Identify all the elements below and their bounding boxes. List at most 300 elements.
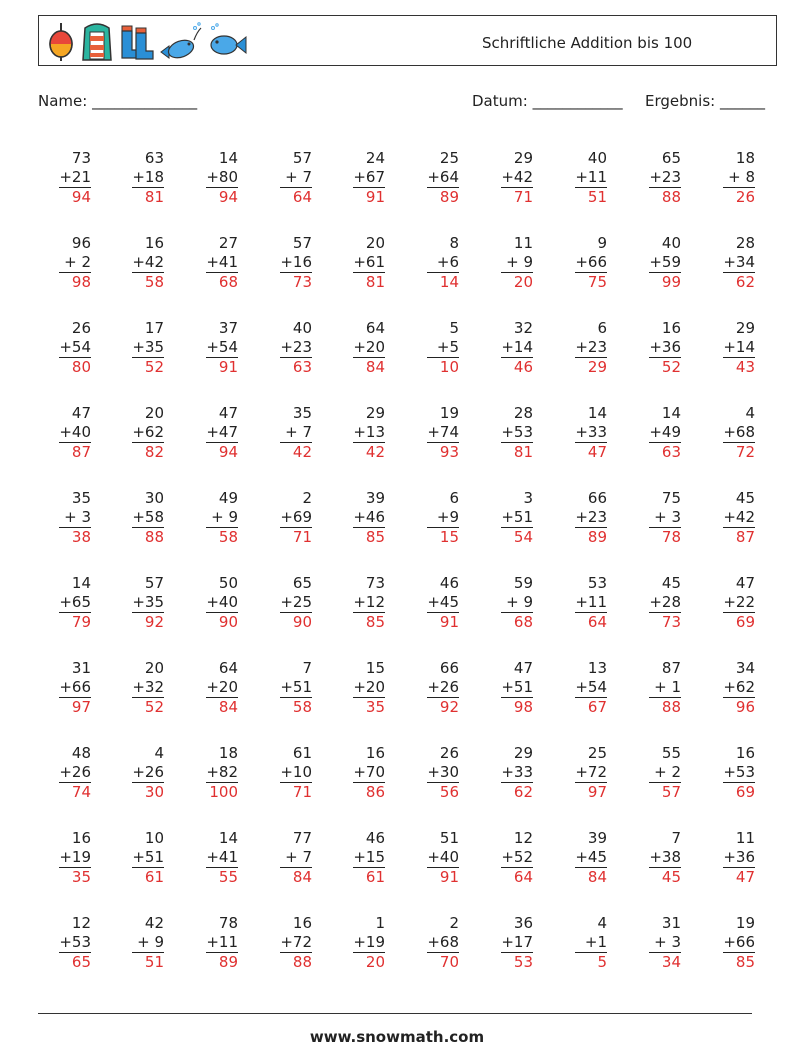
sum-answer: 56 — [439, 783, 459, 801]
addend-top: 26 — [439, 744, 459, 762]
addition-problem — [699, 319, 755, 379]
addition-problem — [551, 149, 607, 209]
addend-bottom: +20 — [353, 678, 385, 696]
sum-answer: 35 — [365, 698, 385, 716]
addend-bottom: +23 — [575, 338, 607, 356]
addition-problem — [182, 319, 238, 379]
addend-bottom: +68 — [723, 423, 755, 441]
sum-answer: 63 — [292, 358, 312, 376]
addend-top: 35 — [71, 489, 91, 507]
addend-bottom: + 9 — [506, 593, 533, 611]
sum-answer: 70 — [439, 953, 459, 971]
addition-problem — [35, 829, 91, 889]
addend-bottom: +5 — [436, 338, 459, 356]
addend-top: 39 — [365, 489, 385, 507]
addend-bottom: +33 — [575, 423, 607, 441]
sum-answer: 46 — [513, 358, 533, 376]
addition-problem — [477, 914, 533, 974]
sum-answer: 80 — [71, 358, 91, 376]
sum-answer: 91 — [439, 613, 459, 631]
addend-top: 12 — [513, 829, 533, 847]
sum-answer: 94 — [218, 443, 238, 461]
header-box — [38, 15, 777, 66]
sum-answer: 88 — [661, 698, 681, 716]
addend-bottom: +33 — [501, 763, 533, 781]
sum-answer: 100 — [209, 783, 238, 801]
sum-answer: 90 — [292, 613, 312, 631]
addition-problem — [625, 404, 681, 464]
addend-top: 32 — [513, 319, 533, 337]
sum-answer: 15 — [439, 528, 459, 546]
addend-top: 66 — [439, 659, 459, 677]
sum-answer: 51 — [144, 953, 164, 971]
addend-bottom: +23 — [649, 168, 681, 186]
sum-answer: 64 — [587, 613, 607, 631]
addition-problem — [551, 489, 607, 549]
addend-bottom: +53 — [59, 933, 91, 951]
addition-problem — [256, 404, 312, 464]
sum-answer: 58 — [218, 528, 238, 546]
addition-problem — [108, 829, 164, 889]
addend-top: 28 — [513, 404, 533, 422]
addend-top: 25 — [587, 744, 607, 762]
addend-bottom: +47 — [206, 423, 238, 441]
sum-answer: 20 — [513, 273, 533, 291]
addend-bottom: +6 — [436, 253, 459, 271]
sum-answer: 84 — [218, 698, 238, 716]
addition-problem — [35, 914, 91, 974]
addition-problem — [477, 404, 533, 464]
addition-problem — [329, 829, 385, 889]
sum-answer: 94 — [71, 188, 91, 206]
addend-bottom: +13 — [353, 423, 385, 441]
addend-bottom: +23 — [280, 338, 312, 356]
addend-bottom: +53 — [501, 423, 533, 441]
addend-bottom: + 7 — [285, 423, 312, 441]
addend-top: 47 — [71, 404, 91, 422]
addend-top: 87 — [661, 659, 681, 677]
sum-answer: 90 — [218, 613, 238, 631]
addend-bottom: +12 — [353, 593, 385, 611]
addend-bottom: +72 — [280, 933, 312, 951]
addend-bottom: +26 — [59, 763, 91, 781]
addend-top: 78 — [218, 914, 238, 932]
sum-answer: 52 — [661, 358, 681, 376]
addend-top: 4 — [154, 744, 164, 762]
addition-problem — [625, 659, 681, 719]
addition-problem — [551, 659, 607, 719]
sum-answer: 84 — [365, 358, 385, 376]
addition-problem — [699, 149, 755, 209]
addend-bottom: +66 — [723, 933, 755, 951]
sum-answer: 62 — [735, 273, 755, 291]
addition-problem — [108, 574, 164, 634]
addition-problem — [625, 829, 681, 889]
sum-answer: 69 — [735, 613, 755, 631]
addition-problem — [35, 234, 91, 294]
sum-answer: 74 — [71, 783, 91, 801]
fish-on-hook-icon — [159, 22, 203, 62]
sum-answer: 98 — [513, 698, 533, 716]
rubber-boots-icon — [119, 22, 155, 62]
sum-answer: 10 — [439, 358, 459, 376]
addend-top: 9 — [597, 234, 607, 252]
addition-problem — [256, 149, 312, 209]
addend-bottom: +54 — [59, 338, 91, 356]
addition-problem — [699, 404, 755, 464]
addend-bottom: +36 — [649, 338, 681, 356]
addend-bottom: +68 — [427, 933, 459, 951]
addend-top: 57 — [292, 149, 312, 167]
addition-problem — [108, 914, 164, 974]
addend-top: 35 — [292, 404, 312, 422]
addend-top: 27 — [218, 234, 238, 252]
addition-problem — [182, 234, 238, 294]
addend-bottom: + 2 — [64, 253, 91, 271]
addition-problem — [182, 489, 238, 549]
sum-answer: 92 — [439, 698, 459, 716]
sum-answer: 73 — [292, 273, 312, 291]
addend-top: 6 — [449, 489, 459, 507]
addend-top: 40 — [661, 234, 681, 252]
addend-bottom: + 7 — [285, 168, 312, 186]
addition-problem — [551, 744, 607, 804]
sum-answer: 52 — [144, 698, 164, 716]
addition-problem — [625, 574, 681, 634]
addend-top: 5 — [449, 319, 459, 337]
addend-bottom: +53 — [723, 763, 755, 781]
addend-bottom: +64 — [427, 168, 459, 186]
addend-bottom: +62 — [723, 678, 755, 696]
addend-top: 63 — [144, 149, 164, 167]
sum-answer: 29 — [587, 358, 607, 376]
addend-top: 24 — [365, 149, 385, 167]
addend-bottom: +70 — [353, 763, 385, 781]
addend-top: 59 — [513, 574, 533, 592]
addend-top: 30 — [144, 489, 164, 507]
sum-answer: 61 — [365, 868, 385, 886]
addition-problem — [35, 149, 91, 209]
addend-bottom: +46 — [353, 508, 385, 526]
addition-problem — [329, 149, 385, 209]
sum-answer: 58 — [144, 273, 164, 291]
sum-answer: 53 — [513, 953, 533, 971]
addend-bottom: + 3 — [654, 933, 681, 951]
sum-answer: 51 — [587, 188, 607, 206]
sum-answer: 85 — [365, 528, 385, 546]
addition-problem — [403, 319, 459, 379]
addition-problem — [329, 489, 385, 549]
addend-bottom: +32 — [132, 678, 164, 696]
blue-fish-icon — [207, 22, 247, 62]
result-field-label: Ergebnis: ______ — [645, 92, 765, 110]
addition-problem — [108, 234, 164, 294]
sum-answer: 55 — [218, 868, 238, 886]
addend-top: 49 — [218, 489, 238, 507]
addend-bottom: +80 — [206, 168, 238, 186]
addend-top: 47 — [735, 574, 755, 592]
addition-problem — [256, 829, 312, 889]
addition-problem — [699, 659, 755, 719]
life-jacket-icon — [79, 22, 115, 62]
sum-answer: 91 — [218, 358, 238, 376]
addition-problem — [403, 404, 459, 464]
addition-problem — [329, 744, 385, 804]
addend-bottom: +15 — [353, 848, 385, 866]
date-field-label: Datum: ____________ — [472, 92, 623, 110]
sum-answer: 99 — [661, 273, 681, 291]
sum-answer: 58 — [292, 698, 312, 716]
addition-problem — [35, 489, 91, 549]
addend-bottom: +18 — [132, 168, 164, 186]
addition-problem — [551, 914, 607, 974]
addend-bottom: +45 — [427, 593, 459, 611]
addend-bottom: + 9 — [506, 253, 533, 271]
addend-top: 73 — [365, 574, 385, 592]
addend-top: 39 — [587, 829, 607, 847]
sum-answer: 85 — [735, 953, 755, 971]
addend-bottom: +40 — [59, 423, 91, 441]
addend-bottom: +28 — [649, 593, 681, 611]
sum-answer: 65 — [71, 953, 91, 971]
addend-bottom: +11 — [575, 168, 607, 186]
addend-bottom: +21 — [59, 168, 91, 186]
addend-top: 29 — [513, 744, 533, 762]
addend-bottom: +38 — [649, 848, 681, 866]
addend-top: 16 — [735, 744, 755, 762]
addition-problem — [477, 149, 533, 209]
addend-top: 16 — [144, 234, 164, 252]
addend-bottom: +41 — [206, 253, 238, 271]
sum-answer: 89 — [439, 188, 459, 206]
sum-answer: 87 — [71, 443, 91, 461]
sum-answer: 38 — [71, 528, 91, 546]
addend-top: 8 — [449, 234, 459, 252]
addend-top: 57 — [144, 574, 164, 592]
addend-bottom: +20 — [353, 338, 385, 356]
sum-answer: 88 — [144, 528, 164, 546]
addend-top: 29 — [365, 404, 385, 422]
addition-problem — [329, 404, 385, 464]
sum-answer: 97 — [587, 783, 607, 801]
addend-bottom: +26 — [427, 678, 459, 696]
addend-top: 14 — [71, 574, 91, 592]
sum-answer: 89 — [218, 953, 238, 971]
addend-bottom: +61 — [353, 253, 385, 271]
sum-answer: 52 — [144, 358, 164, 376]
sum-answer: 68 — [513, 613, 533, 631]
addition-problem — [256, 319, 312, 379]
addend-top: 75 — [661, 489, 681, 507]
sum-answer: 61 — [144, 868, 164, 886]
addition-problem — [477, 574, 533, 634]
header-icons — [47, 21, 247, 63]
addend-top: 66 — [587, 489, 607, 507]
addition-problem — [403, 489, 459, 549]
addition-problem — [403, 659, 459, 719]
sum-answer: 94 — [218, 188, 238, 206]
addition-problem — [108, 319, 164, 379]
sum-answer: 69 — [735, 783, 755, 801]
addend-top: 13 — [587, 659, 607, 677]
addend-bottom: +42 — [723, 508, 755, 526]
addend-top: 46 — [439, 574, 459, 592]
addition-problem — [403, 744, 459, 804]
addition-problem — [699, 234, 755, 294]
addition-problem — [256, 489, 312, 549]
addend-top: 47 — [218, 404, 238, 422]
addition-problem — [256, 659, 312, 719]
addend-bottom: + 8 — [728, 168, 755, 186]
addend-top: 12 — [71, 914, 91, 932]
addend-top: 14 — [661, 404, 681, 422]
addition-problem — [35, 659, 91, 719]
addend-bottom: +66 — [575, 253, 607, 271]
sum-answer: 88 — [661, 188, 681, 206]
sum-answer: 96 — [735, 698, 755, 716]
addition-problem — [256, 914, 312, 974]
sum-answer: 47 — [735, 868, 755, 886]
addition-problem — [551, 234, 607, 294]
sum-answer: 71 — [292, 528, 312, 546]
addend-top: 46 — [365, 829, 385, 847]
footer-divider — [38, 1013, 752, 1014]
sum-answer: 92 — [144, 613, 164, 631]
addend-bottom: + 2 — [654, 763, 681, 781]
addition-problem — [108, 404, 164, 464]
sum-answer: 45 — [661, 868, 681, 886]
addend-top: 29 — [735, 319, 755, 337]
addition-problem — [625, 914, 681, 974]
addend-bottom: +52 — [501, 848, 533, 866]
addition-problem — [329, 319, 385, 379]
addition-problem — [403, 574, 459, 634]
addition-problem — [699, 489, 755, 549]
addend-top: 25 — [439, 149, 459, 167]
addition-problem — [108, 744, 164, 804]
addition-problem — [35, 319, 91, 379]
addend-bottom: +62 — [132, 423, 164, 441]
sum-answer: 71 — [513, 188, 533, 206]
addend-top: 18 — [735, 149, 755, 167]
sum-answer: 26 — [735, 188, 755, 206]
addend-top: 16 — [292, 914, 312, 932]
addition-problem — [477, 829, 533, 889]
addend-top: 10 — [144, 829, 164, 847]
addend-top: 11 — [513, 234, 533, 252]
addition-problem — [625, 234, 681, 294]
sum-answer: 91 — [439, 868, 459, 886]
addend-bottom: +17 — [501, 933, 533, 951]
sum-answer: 30 — [144, 783, 164, 801]
sum-answer: 54 — [513, 528, 533, 546]
addend-top: 18 — [218, 744, 238, 762]
addition-problem — [477, 319, 533, 379]
addend-top: 3 — [523, 489, 533, 507]
footer-url: www.snowmath.com — [309, 1028, 485, 1046]
addition-problem — [551, 319, 607, 379]
addition-problem — [329, 914, 385, 974]
addend-bottom: +20 — [206, 678, 238, 696]
addend-top: 40 — [587, 149, 607, 167]
addition-problem — [182, 574, 238, 634]
addend-top: 16 — [365, 744, 385, 762]
addend-bottom: + 1 — [654, 678, 681, 696]
addend-top: 45 — [735, 489, 755, 507]
sum-answer: 97 — [71, 698, 91, 716]
addition-problem — [403, 829, 459, 889]
addend-top: 1 — [375, 914, 385, 932]
addition-problem — [329, 659, 385, 719]
addend-bottom: +26 — [132, 763, 164, 781]
addition-problem — [108, 659, 164, 719]
addend-bottom: + 3 — [654, 508, 681, 526]
addend-bottom: +22 — [723, 593, 755, 611]
addend-bottom: +14 — [501, 338, 533, 356]
sum-answer: 85 — [365, 613, 385, 631]
sum-answer: 72 — [735, 443, 755, 461]
sum-answer: 20 — [365, 953, 385, 971]
addend-top: 4 — [745, 404, 755, 422]
addition-problem — [551, 574, 607, 634]
addend-top: 20 — [144, 659, 164, 677]
addend-top: 55 — [661, 744, 681, 762]
fishing-float-icon — [47, 22, 75, 62]
addend-bottom: +51 — [280, 678, 312, 696]
addition-problem — [256, 234, 312, 294]
addend-bottom: +9 — [436, 508, 459, 526]
addend-top: 16 — [661, 319, 681, 337]
addend-bottom: +59 — [649, 253, 681, 271]
addend-bottom: +1 — [584, 933, 607, 951]
addend-top: 53 — [587, 574, 607, 592]
addend-bottom: +72 — [575, 763, 607, 781]
addend-bottom: +58 — [132, 508, 164, 526]
addend-top: 14 — [218, 149, 238, 167]
addend-bottom: + 7 — [285, 848, 312, 866]
addition-problem — [477, 744, 533, 804]
addition-problem — [182, 659, 238, 719]
addend-bottom: +51 — [132, 848, 164, 866]
addend-bottom: +54 — [575, 678, 607, 696]
sum-answer: 86 — [365, 783, 385, 801]
addend-bottom: +45 — [575, 848, 607, 866]
addend-top: 65 — [292, 574, 312, 592]
addend-top: 40 — [292, 319, 312, 337]
sum-answer: 88 — [292, 953, 312, 971]
addend-top: 50 — [218, 574, 238, 592]
addend-top: 57 — [292, 234, 312, 252]
addend-bottom: +25 — [280, 593, 312, 611]
addition-problem — [182, 149, 238, 209]
addend-bottom: +16 — [280, 253, 312, 271]
addition-problem — [35, 744, 91, 804]
addition-problem — [699, 574, 755, 634]
addend-top: 2 — [302, 489, 312, 507]
addend-bottom: +35 — [132, 338, 164, 356]
addition-problem — [477, 489, 533, 549]
sum-answer: 93 — [439, 443, 459, 461]
addition-problem — [108, 149, 164, 209]
addend-top: 4 — [597, 914, 607, 932]
addend-top: 73 — [71, 149, 91, 167]
addition-problem — [403, 234, 459, 294]
addend-top: 15 — [365, 659, 385, 677]
addend-bottom: +10 — [280, 763, 312, 781]
addend-bottom: +65 — [59, 593, 91, 611]
addend-bottom: +41 — [206, 848, 238, 866]
addend-top: 19 — [735, 914, 755, 932]
